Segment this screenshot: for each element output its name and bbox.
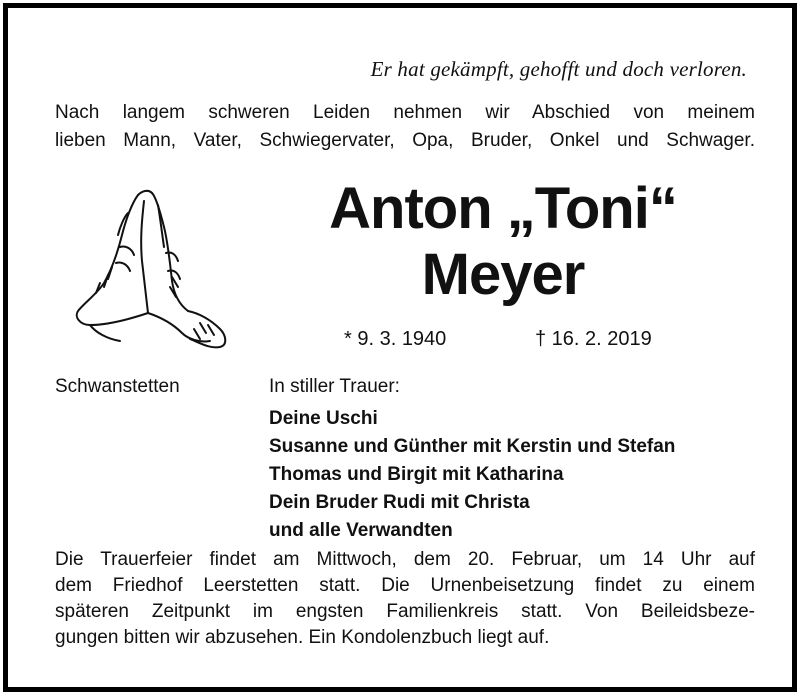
deceased-name: Anton „Toni“ [329, 176, 677, 241]
notice-line: dem Friedhof Leerstetten statt. Die Urnenbeisetzung findet zu einem [55, 575, 755, 596]
funeral-notice [55, 547, 755, 651]
intro-text [55, 99, 755, 155]
mourner-entry: Thomas und Birgit mit Katharina [269, 464, 564, 485]
obituary-card [3, 3, 797, 692]
birth-date: * 9. 3. 1940 [344, 328, 447, 350]
notice-line: gungen bitten wir abzusehen. Ein Kondolenzbuch liegt auf. [55, 627, 550, 648]
notice-line: späteren Zeitpunkt im engsten Familienkreis statt. Von Beileidsbeze- [55, 601, 755, 622]
intro-line: Nach langem schweren Leiden nehmen wir Abschied von meinem [55, 102, 755, 123]
mourner-entry: und alle Verwandten [269, 520, 453, 541]
place: Schwanstetten [55, 376, 180, 397]
mourners-list [269, 405, 675, 545]
praying-hands-icon [60, 183, 235, 353]
deceased-surname: Meyer [421, 242, 585, 307]
mourner-entry: Susanne und Günther mit Kerstin und Stefan [269, 436, 676, 457]
mourner-entry: Dein Bruder Rudi mit Christa [269, 492, 530, 513]
intro-line: lieben Mann, Vater, Schwiegervater, Opa, Bruder, Onkel und Schwager. [55, 130, 755, 151]
notice-line: Die Trauerfeier findet am Mittwoch, dem 20. Februar, um 14 Uhr auf [55, 549, 755, 570]
mourning-label: In stiller Trauer: [269, 376, 400, 397]
death-date: † 16. 2. 2019 [535, 328, 652, 350]
motto: Er hat gekämpft, gehofft und doch verloren. [370, 57, 747, 81]
mourner-entry: Deine Uschi [269, 408, 378, 429]
